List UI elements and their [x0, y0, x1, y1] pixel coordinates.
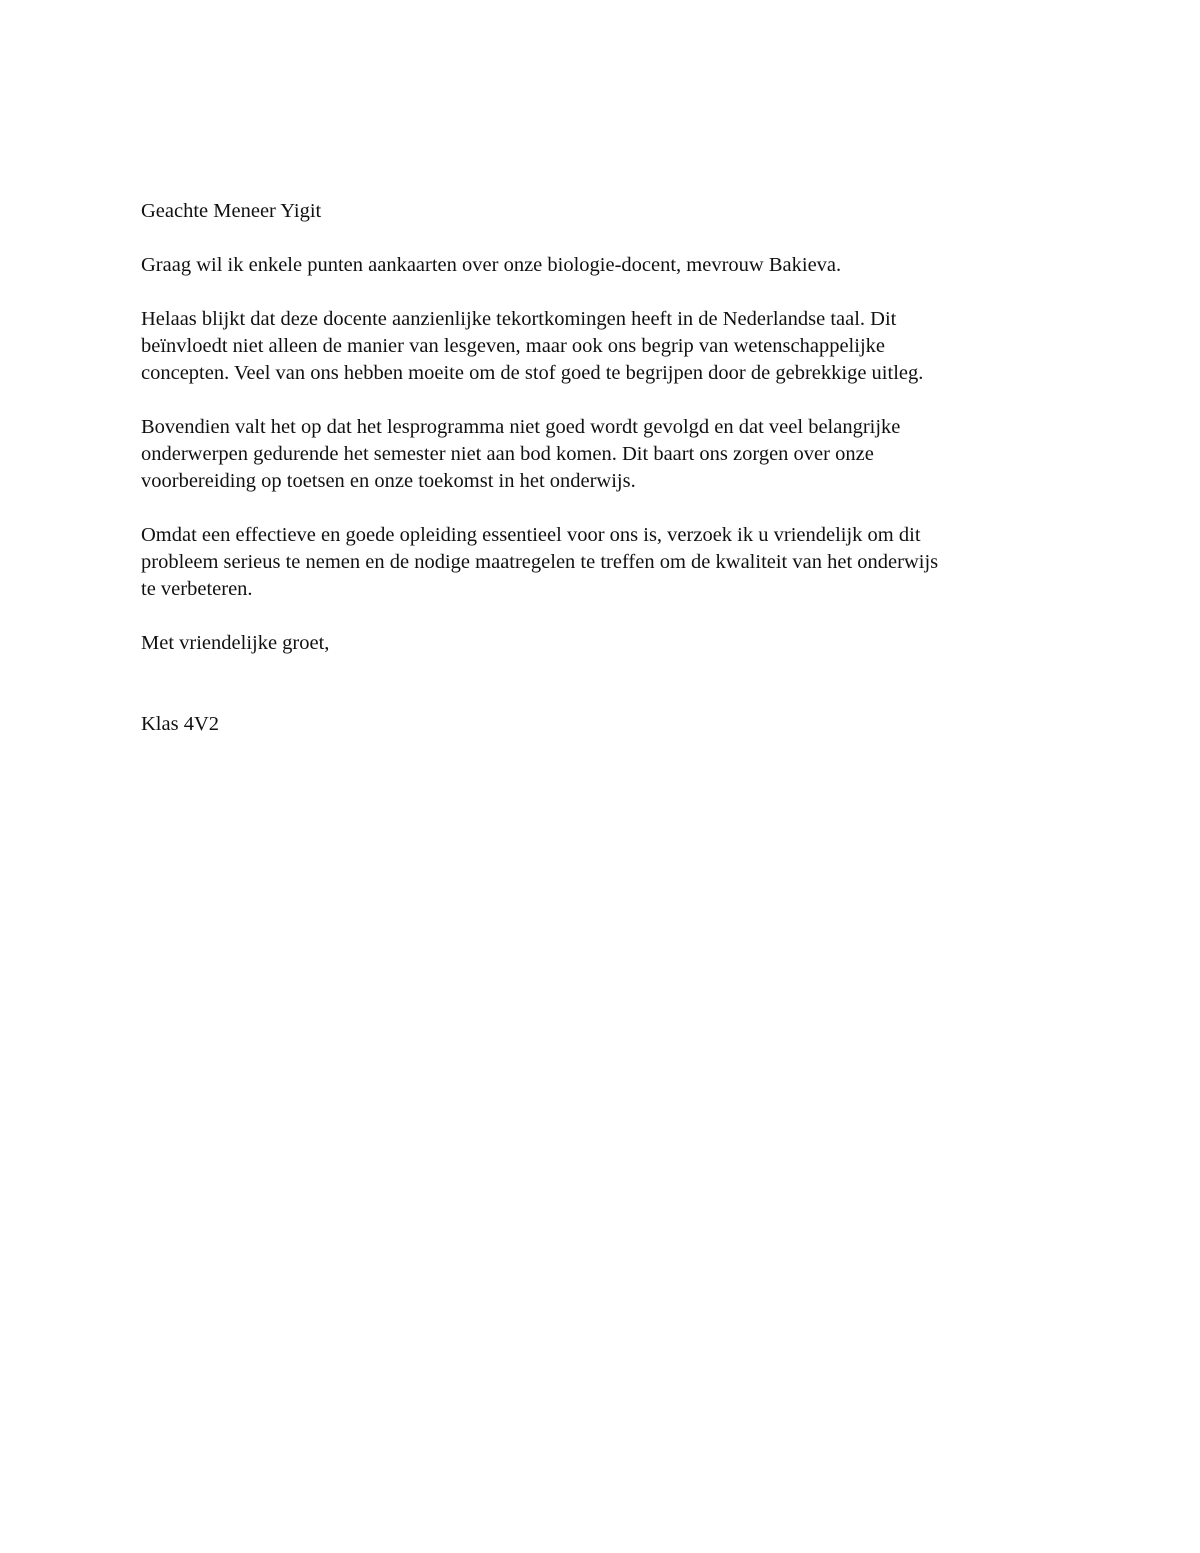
- paragraph-line: Bovendien valt het op dat het lesprogramma niet goed wordt gevolgd en dat veel belangrijke: [141, 416, 901, 438]
- salutation: [141, 198, 1081, 225]
- salutation-text: Geachte Meneer Yigit: [141, 200, 322, 222]
- paragraph-line: Graag wil ik enkele punten aankaarten over onze biologie-docent, mevrouw Bakieva.: [141, 254, 842, 276]
- paragraph-line: Helaas blijkt dat deze docente aanzienlijke tekortkomingen heeft in de Nederlandse taal. Dit: [141, 308, 897, 330]
- paragraph-line: beïnvloedt niet alleen de manier van lesgeven, maar ook ons begrip van wetenschappelijke: [141, 335, 885, 357]
- paragraph-intro: [141, 252, 1081, 279]
- paragraph-line: onderwerpen gedurende het semester niet aan bod komen. Dit baart ons zorgen over onze: [141, 443, 874, 465]
- paragraph-line: te verbeteren.: [141, 578, 253, 600]
- paragraph-request: [141, 522, 1081, 603]
- paragraph-line: concepten. Veel van ons hebben moeite om de stof goed te begrijpen door de gebrekkige uitleg.: [141, 362, 924, 384]
- paragraph-line: Omdat een effectieve en goede opleiding essentieel voor ons is, verzoek ik u vriendelijk om dit: [141, 524, 921, 546]
- letter-body: [141, 198, 1081, 738]
- paragraph-line: voorbereiding op toetsen en onze toekomst in het onderwijs.: [141, 470, 636, 492]
- signature: [141, 711, 1081, 738]
- paragraph-language-issue: [141, 306, 1081, 387]
- signature-text: Klas 4V2: [141, 713, 220, 735]
- closing-text: Met vriendelijke groet,: [141, 632, 330, 654]
- paragraph-line: probleem serieus te nemen en de nodige maatregelen te treffen om de kwaliteit van het onderwijs: [141, 551, 939, 573]
- closing: [141, 630, 1081, 657]
- paragraph-curriculum-issue: [141, 414, 1081, 495]
